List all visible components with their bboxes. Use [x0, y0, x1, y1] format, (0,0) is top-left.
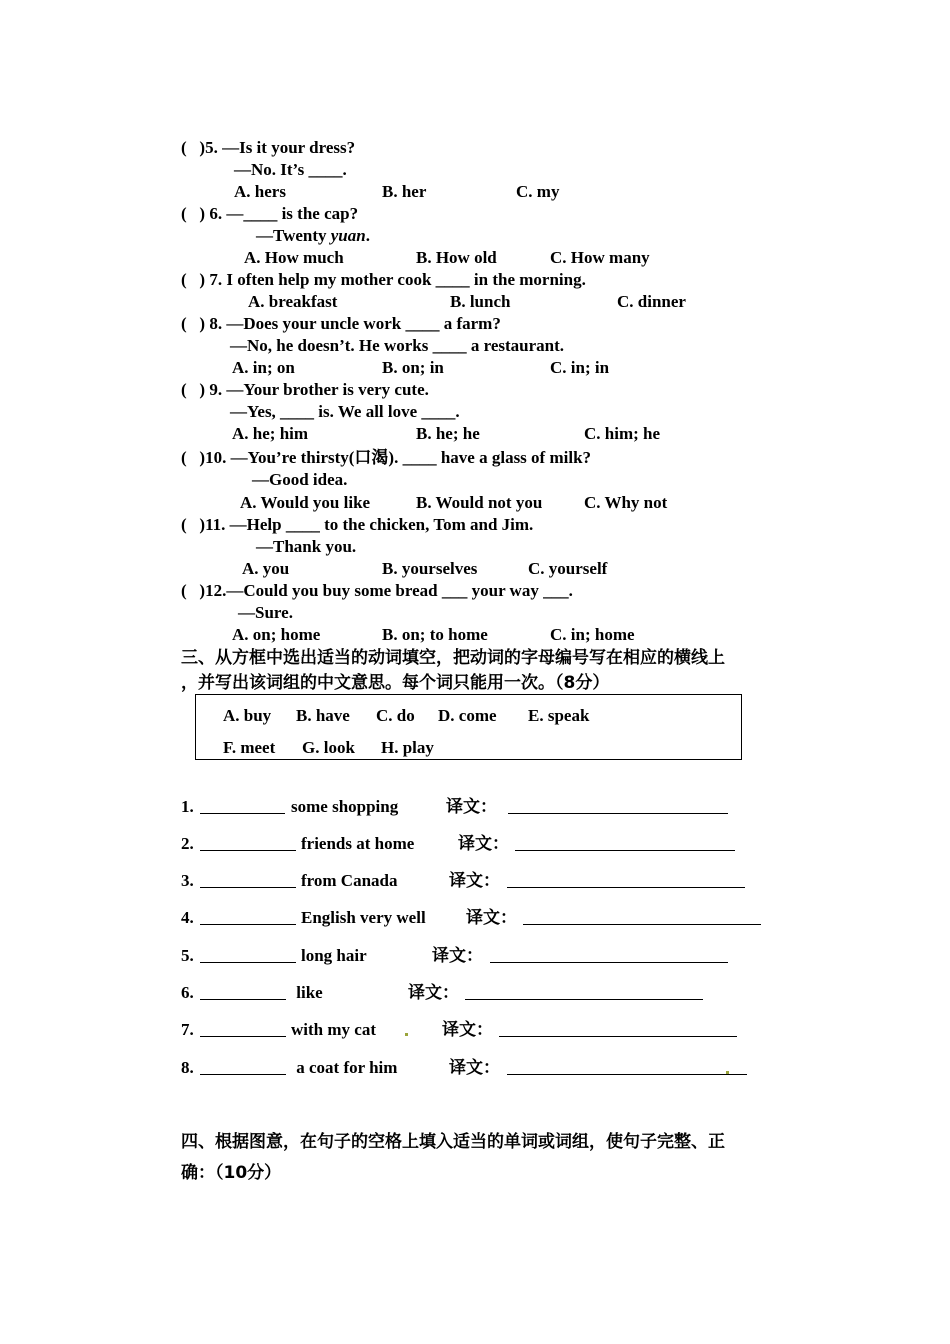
section-4-heading: 四、根据图意，在句子的空格上填入适当的单词或词组，使句子完整、正 — [181, 1132, 725, 1152]
question-line: —Twenty yuan. — [256, 226, 370, 245]
option-b: B. on; to home — [382, 625, 488, 644]
option-b: B. How old — [416, 248, 497, 267]
option-c: C. in; home — [550, 625, 635, 644]
item-number: 5. — [181, 946, 194, 965]
translation-blank[interactable] — [465, 983, 703, 1000]
question-line: —No, he doesn’t. He works ____ a restaurant. — [230, 336, 565, 355]
option-c: C. him; he — [584, 424, 661, 443]
section-3-heading: 三、从方框中选出适当的动词填空，把动词的字母编号写在相应的横线上 — [181, 648, 725, 668]
item-phrase: English very well — [301, 908, 426, 927]
word-option: H. play — [381, 738, 434, 757]
item-phrase: from Canada — [301, 871, 398, 890]
option-c: C. Why not — [584, 493, 668, 512]
translate-label: 译文： — [449, 871, 500, 891]
answer-blank[interactable] — [200, 946, 296, 963]
option-c: C. in; in — [550, 358, 610, 377]
translate-label: 译文： — [408, 983, 459, 1003]
question-line: —Thank you. — [256, 537, 357, 556]
option-a: A. Would you like — [240, 493, 371, 512]
stray-mark — [726, 1071, 729, 1074]
option-b: B. Would not you — [416, 493, 543, 512]
option-c: C. my — [516, 182, 560, 201]
question-line: ( )11. —Help ____ to the chicken, Tom and Jim. — [181, 515, 534, 534]
question-line: —Good idea. — [252, 470, 348, 489]
answer-blank[interactable] — [200, 871, 296, 888]
answer-blank[interactable] — [200, 1020, 286, 1037]
item-phrase: friends at home — [301, 834, 415, 853]
option-c: C. dinner — [617, 292, 686, 311]
item-number: 1. — [181, 797, 194, 816]
question-line: ( ) 7. I often help my mother cook ____ in the morning. — [181, 270, 586, 289]
word-option: A. buy — [223, 706, 272, 725]
translate-label: 译文： — [432, 946, 483, 966]
word-option: D. come — [438, 706, 497, 725]
translate-label: 译文： — [449, 1058, 500, 1078]
option-a: A. in; on — [232, 358, 295, 377]
option-b: B. he; he — [416, 424, 480, 443]
option-b: B. yourselves — [382, 559, 478, 578]
question-line: ( )10. —You’re thirsty(口渴). ____ have a glass of milk? — [181, 448, 592, 467]
question-line: —Yes, ____ is. We all love ____. — [230, 402, 460, 421]
section-3-heading-cont: ，并写出该词组的中文意思。每个词只能用一次。（8分） — [181, 673, 610, 693]
translation-blank[interactable] — [523, 908, 761, 925]
option-b: B. her — [382, 182, 427, 201]
option-b: B. on; in — [382, 358, 444, 377]
translate-label: 译文： — [446, 797, 497, 817]
item-number: 3. — [181, 871, 194, 890]
translation-blank[interactable] — [490, 946, 728, 963]
question-line: ( )12.—Could you buy some bread ___ your way ___. — [181, 581, 573, 600]
translation-blank[interactable] — [507, 1058, 747, 1075]
word-option: F. meet — [223, 738, 276, 757]
translation-blank[interactable] — [515, 834, 735, 851]
word-box — [195, 694, 742, 760]
translate-label: 译文： — [458, 834, 509, 854]
answer-blank[interactable] — [200, 1058, 286, 1075]
translate-label: 译文： — [466, 908, 517, 928]
item-phrase: like — [292, 983, 323, 1002]
answer-blank[interactable] — [200, 834, 296, 851]
item-number: 7. — [181, 1020, 194, 1039]
option-a: A. How much — [244, 248, 344, 267]
item-number: 6. — [181, 983, 194, 1002]
item-phrase: with my cat — [291, 1020, 376, 1039]
translation-blank[interactable] — [499, 1020, 737, 1037]
option-a: A. on; home — [232, 625, 321, 644]
question-line: —No. It’s ____. — [234, 160, 347, 179]
stray-mark — [405, 1033, 408, 1036]
question-line: ( ) 9. —Your brother is very cute. — [181, 380, 429, 399]
question-line: ( )5. —Is it your dress? — [181, 138, 356, 157]
word-option: G. look — [302, 738, 355, 757]
translation-blank[interactable] — [507, 871, 745, 888]
item-phrase: long hair — [301, 946, 367, 965]
option-c: C. yourself — [528, 559, 608, 578]
translate-label: 译文： — [442, 1020, 493, 1040]
answer-blank[interactable] — [200, 797, 285, 814]
option-c: C. How many — [550, 248, 650, 267]
option-a: A. hers — [234, 182, 286, 201]
question-line: —Sure. — [238, 603, 293, 622]
item-number: 4. — [181, 908, 194, 927]
item-phrase: some shopping — [291, 797, 399, 816]
item-phrase: a coat for him — [292, 1058, 398, 1077]
section-4-heading-cont: 确：（10分） — [181, 1163, 282, 1183]
question-line: ( ) 8. —Does your uncle work ____ a farm? — [181, 314, 501, 333]
option-a: A. breakfast — [248, 292, 338, 311]
word-option: E. speak — [528, 706, 590, 725]
word-option: C. do — [376, 706, 415, 725]
answer-blank[interactable] — [200, 983, 286, 1000]
item-number: 2. — [181, 834, 194, 853]
answer-blank[interactable] — [200, 908, 296, 925]
option-a: A. you — [242, 559, 290, 578]
option-a: A. he; him — [232, 424, 309, 443]
question-line: ( ) 6. —____ is the cap? — [181, 204, 359, 223]
option-b: B. lunch — [450, 292, 511, 311]
item-number: 8. — [181, 1058, 194, 1077]
word-option: B. have — [296, 706, 350, 725]
translation-blank[interactable] — [508, 797, 728, 814]
